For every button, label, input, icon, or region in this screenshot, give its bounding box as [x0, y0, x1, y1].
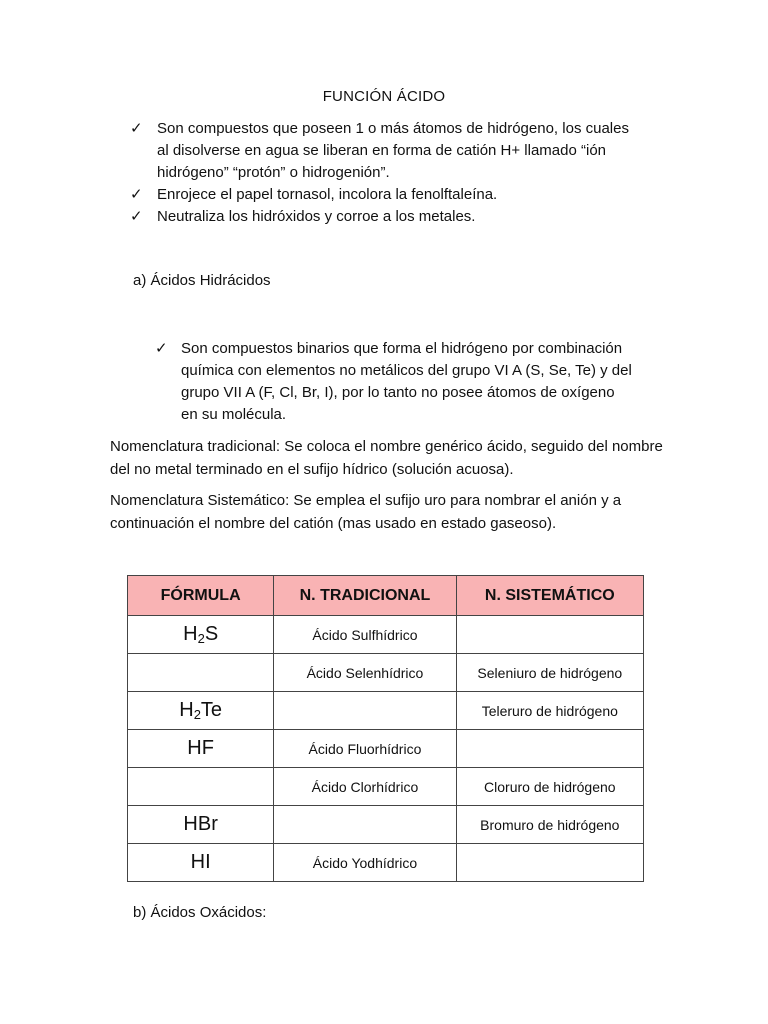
formula-cell	[128, 768, 274, 806]
intro-point-list	[130, 118, 640, 228]
formula-cell: HI	[128, 844, 274, 882]
check-icon: ✓	[130, 186, 143, 203]
table-row	[128, 654, 644, 692]
header-formula: FÓRMULA	[128, 576, 274, 616]
systematic-name-cell: Cloruro de hidrógeno	[456, 768, 643, 806]
intro-point	[130, 184, 640, 206]
section-b-heading: b) Ácidos Oxácidos:	[133, 904, 267, 921]
hydracid-table	[127, 575, 644, 882]
systematic-name-cell: Teleruro de hidrógeno	[456, 692, 643, 730]
formula-cell: HBr	[128, 806, 274, 844]
table-row	[128, 806, 644, 844]
header-systematic: N. SISTEMÁTICO	[456, 576, 643, 616]
traditional-name-cell	[274, 692, 456, 730]
traditional-name-cell	[274, 806, 456, 844]
traditional-name-cell: Ácido Selenhídrico	[274, 654, 456, 692]
systematic-name-cell	[456, 844, 643, 882]
intro-point	[130, 206, 640, 228]
traditional-name-cell: Ácido Yodhídrico	[274, 844, 456, 882]
check-icon: ✓	[130, 120, 143, 137]
section-a-point	[155, 338, 635, 426]
table-header-row	[128, 576, 644, 616]
intro-point-text: Enrojece el papel tornasol, incolora la fenolftaleína.	[157, 186, 498, 203]
traditional-name-cell: Ácido Fluorhídrico	[274, 730, 456, 768]
systematic-name-cell: Bromuro de hidrógeno	[456, 806, 643, 844]
table-row	[128, 844, 644, 882]
systematic-name-cell: Seleniuro de hidrógeno	[456, 654, 643, 692]
intro-point-text: Neutraliza los hidróxidos y corroe a los metales.	[157, 208, 476, 225]
formula-cell: $H_2Te$	[128, 692, 274, 730]
formula-cell: $H_2S$	[128, 616, 274, 654]
formula-cell	[128, 654, 274, 692]
table-row	[128, 692, 644, 730]
nomenclature-traditional: Nomenclatura tradicional: Se coloca el nombre genérico ácido, seguido del nombre del no metal terminado en el sufijo hídrico (solución acuosa).	[110, 438, 663, 478]
traditional-name-cell: Ácido Sulfhídrico	[274, 616, 456, 654]
intro-point	[130, 118, 640, 184]
header-traditional: N. TRADICIONAL	[274, 576, 456, 616]
formula-cell: HF	[128, 730, 274, 768]
systematic-name-cell	[456, 730, 643, 768]
table-row	[128, 768, 644, 806]
table-row	[128, 616, 644, 654]
check-icon: ✓	[155, 340, 168, 357]
traditional-name-cell: Ácido Clorhídrico	[274, 768, 456, 806]
document-title: FUNCIÓN ÁCIDO	[322, 88, 446, 105]
section-a-heading: a) Ácidos Hidrácidos	[133, 272, 271, 289]
systematic-name-cell	[456, 616, 643, 654]
intro-point-text: Son compuestos que poseen 1 o más átomos de hidrógeno, los cuales al disolverse en agua se liberan en forma de catión H+ llamado “ión hidrógeno” “protón” o hidrogenión”.	[157, 120, 629, 181]
section-a-point-text: Son compuestos binarios que forma el hidrógeno por combinación química con elementos no metálicos del grupo VI A (S, Se, Te) y del grupo VII A (F, Cl, Br, I), por lo tanto no posee átomos de oxígeno en su molécula.	[181, 340, 632, 423]
section-a-point-list	[155, 338, 635, 426]
nomenclature-systematic: Nomenclatura Sistemático: Se emplea el sufijo uro para nombrar el anión y a continuación el nombre del catión (mas usado en estado gaseoso).	[110, 492, 622, 532]
check-icon: ✓	[130, 208, 143, 225]
table-row	[128, 730, 644, 768]
